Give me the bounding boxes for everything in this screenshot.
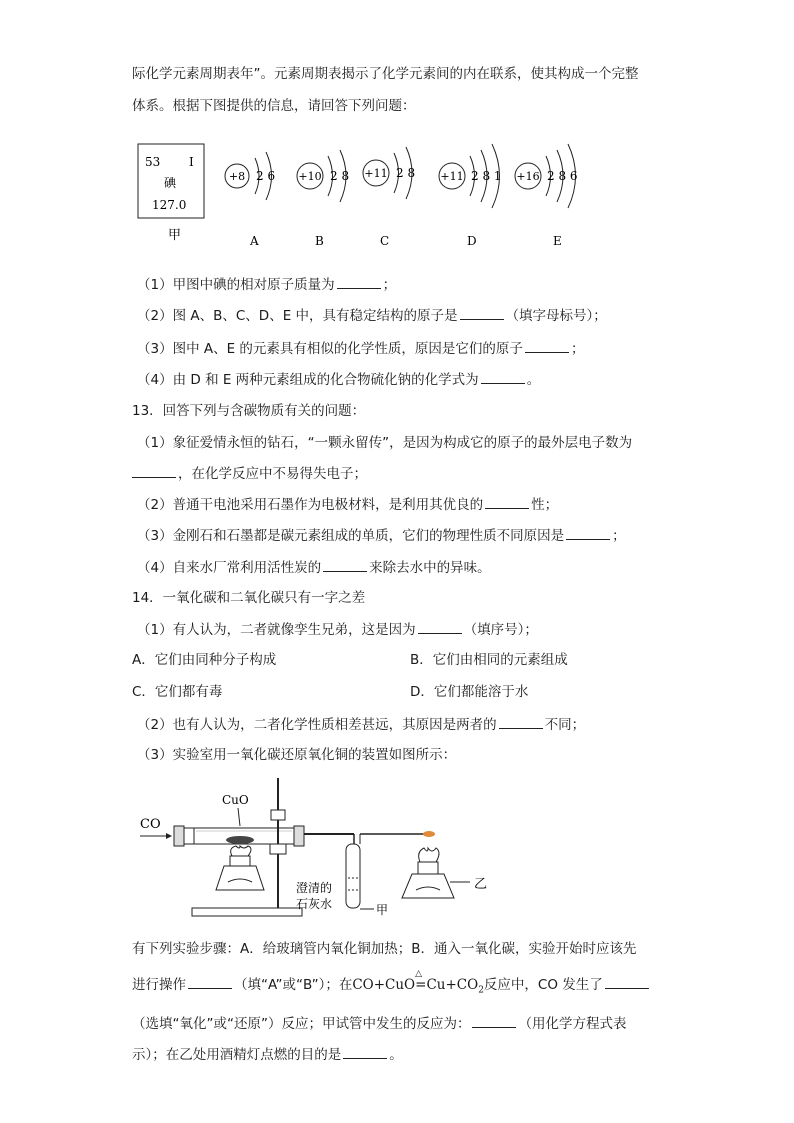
answer-blank[interactable] — [481, 369, 525, 384]
q14-option-a[interactable]: A．它们由同种分子构成 — [132, 652, 277, 668]
atom-c — [363, 147, 415, 248]
atom-b — [297, 150, 349, 248]
atom-b-nucleus: +10 — [298, 170, 322, 183]
atom-a — [225, 152, 275, 248]
burner-lamp-1 — [216, 866, 264, 890]
answer-blank[interactable] — [460, 305, 504, 320]
q13-part-2: （2）普通干电池采用石墨作为电极材料，是利用其优良的 性； — [137, 494, 558, 515]
answer-blank[interactable] — [485, 494, 529, 509]
cuo-powder — [226, 836, 254, 844]
atom-c-label: C — [380, 234, 390, 248]
q13-part-4: （4）自来水厂常利用活性炭的 来除去水中的异味。 — [137, 557, 491, 578]
q13-part-1a: （1）象征爱情永恒的钻石，“一颗永留传”，是因为构成它的原子的最外层电子数为 — [137, 435, 633, 451]
atom-e-nucleus: +16 — [516, 170, 540, 183]
co-label: CO — [140, 817, 161, 832]
element-card-caption: 甲 — [168, 228, 182, 243]
answer-blank[interactable] — [343, 1044, 387, 1059]
yi-label: 乙 — [474, 877, 488, 892]
steps-line-3: （选填“氧化”或“还原”）反应；甲试管中发生的反应为： （用化学方程式表 — [132, 1013, 626, 1034]
q13-part-1b: ，在化学反应中不易得失电子； — [132, 463, 367, 484]
left-stopper-ring — [184, 828, 194, 844]
co-reduction-apparatus — [132, 778, 512, 928]
atom-d-nucleus: +11 — [440, 170, 464, 183]
element-name: 碘 — [164, 176, 177, 190]
intro-line-2: 体系。根据下图提供的信息，请回答下列问题： — [132, 98, 416, 114]
atom-structure-figure — [132, 132, 602, 252]
q14-option-b[interactable]: B．它们由相同的元素组成 — [410, 652, 568, 668]
q12-part-2: （2）图 A、B、C、D、E 中，具有稳定结构的原子是 （填字母标号）； — [137, 305, 607, 326]
atom-d — [439, 144, 502, 248]
answer-blank[interactable] — [323, 557, 367, 572]
atom-c-nucleus: +11 — [364, 167, 388, 180]
jia-label: 甲 — [376, 903, 389, 917]
limewater-label-2: 石灰水 — [296, 897, 333, 911]
atom-b-shells: 2 8 — [330, 169, 350, 183]
q13-title: 13．回答下列与含碳物质有关的问题： — [132, 403, 366, 419]
element-number: 53 — [145, 155, 161, 169]
atom-e — [515, 144, 578, 248]
answer-blank[interactable] — [525, 338, 569, 353]
steps-line-4: 示）；在乙处用酒精灯点燃的目的是 。 — [132, 1044, 403, 1065]
q12-part-4: （4）由 D 和 E 两种元素组成的化合物硫化钠的化学式为 。 — [137, 369, 540, 390]
answer-blank[interactable] — [188, 974, 232, 989]
q12-part-3: （3）图中 A、E 的元素具有相似的化学性质，原因是它们的原子 ； — [137, 338, 584, 359]
atom-c-shells: 2 8 — [396, 166, 416, 180]
equation: CO+CuO △ $=Cu+CO_2$ — [352, 969, 484, 996]
atom-e-shells: 2 8 6 — [547, 169, 578, 183]
atom-b-label: B — [315, 234, 324, 248]
co-arrow-head — [166, 833, 172, 839]
left-stopper — [174, 826, 184, 846]
answer-blank[interactable] — [132, 463, 176, 478]
test-tube-jia — [346, 844, 360, 908]
intro-line-1: 际化学元素周期表年”。元素周期表揭示了化学元素间的内在联系，使其构成一个完整 — [132, 66, 639, 82]
q14-option-d[interactable]: D．它们都能溶于水 — [410, 684, 529, 700]
q14-part-3: （3）实验室用一氧化碳还原氧化铜的装置如图所示： — [137, 747, 457, 763]
limewater-label-1: 澄清的 — [296, 881, 333, 895]
answer-blank[interactable] — [418, 619, 462, 634]
burner-lamp-2 — [402, 874, 454, 898]
co-flame — [423, 831, 435, 837]
steps-line-1: 有下列实验步骤：A．给玻璃管内氧化铜加热；B．通入一氧化碳，实验开始时应该先 — [132, 941, 637, 957]
q12-part-1: （1）甲图中碘的相对原子质量为 ； — [137, 274, 396, 295]
steps-line-2: 进行操作 （填“A”或“B”）；在CO+CuO △ $=Cu+CO_2$反应中，CO 发生了 — [132, 974, 651, 1001]
q14-part-2: （2）也有人认为，二者化学性质相差甚远，其原因是两者的 不同； — [137, 714, 585, 735]
answer-blank[interactable] — [337, 274, 381, 289]
q14-part-1: （1）有人认为，二者就像孪生兄弟，这是因为 （填序号）； — [137, 619, 538, 640]
q13-part-3: （3）金刚石和石墨都是碳元素组成的单质，它们的物理性质不同原因是 ； — [137, 525, 626, 546]
answer-blank[interactable] — [605, 974, 649, 989]
answer-blank[interactable] — [499, 714, 543, 729]
element-mass: 127.0 — [152, 198, 187, 212]
stand-base — [192, 908, 302, 916]
q14-title: 14．一氧化碳和二氧化碳只有一字之差 — [132, 590, 366, 606]
atom-a-shells: 2 6 — [256, 169, 276, 183]
cuo-label: CuO — [222, 793, 249, 807]
atom-d-shells: 2 8 1 — [471, 169, 502, 183]
atom-e-label: E — [553, 234, 562, 248]
q14-option-c[interactable]: C．它们都有毒 — [132, 684, 223, 700]
answer-blank[interactable] — [566, 525, 610, 540]
atom-d-label: D — [467, 234, 477, 248]
element-symbol: I — [189, 155, 194, 169]
atom-a-nucleus: +8 — [228, 170, 246, 183]
answer-blank[interactable] — [472, 1013, 516, 1028]
atom-a-label: A — [250, 234, 259, 248]
